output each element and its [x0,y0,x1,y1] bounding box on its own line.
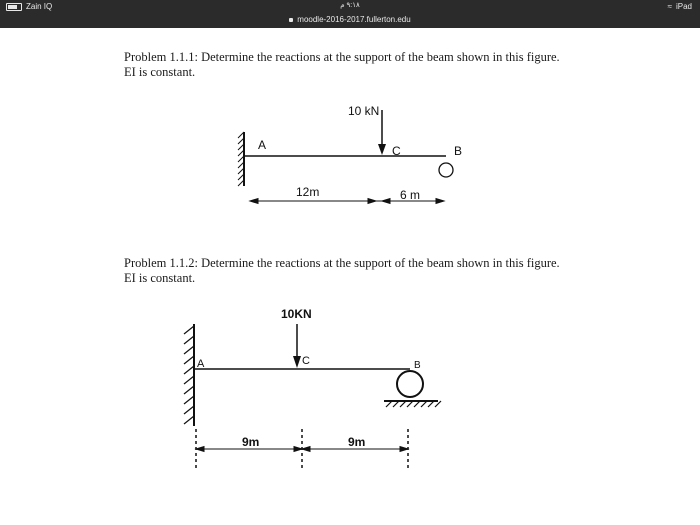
load-label-1: 10 kN [348,104,380,118]
device-label: iPad [675,2,692,11]
point-b-label-1: B [454,144,463,158]
span-ac-label-2: 9m [242,435,260,449]
problem-2-text: Problem 1.1.2: Determine the reactions at the support of the beam shown in this figure. EI is constant. [124,256,560,285]
status-time: ٩:١٨ م [340,2,360,9]
span-cb-label-1: 6 m [400,188,421,202]
status-bar [0,0,700,14]
fixed-support-a-2-icon [184,324,194,426]
point-b-label-2: B [414,360,421,371]
load-label-2: 10KN [281,307,312,321]
span-cb-label-2: 9m [348,435,366,449]
point-c-label-1: C [392,144,401,158]
url-text[interactable]: moodle-2016-2017.fullerton.edu [297,15,411,24]
status-right [668,2,692,11]
lock-icon [289,18,293,22]
dimension-line-2 [196,429,408,468]
beam-diagram-2 [0,28,700,525]
span-ac-label-1: 12m [296,185,320,199]
problem-1-text: Problem 1.1.1: Determine the reactions at the support of the beam shown in this figure. EI is constant. [124,50,560,79]
carrier-label: Zain IQ [26,2,53,11]
address-bar[interactable] [0,14,700,28]
document-page [0,28,700,525]
load-arrow-2-icon [293,324,301,368]
wifi-icon: ≈ [667,2,672,11]
point-a-label-1: A [258,138,267,152]
roller-support-b-2-icon [384,371,441,407]
point-c-label-2: C [302,355,310,367]
point-a-label-2: A [197,358,205,370]
